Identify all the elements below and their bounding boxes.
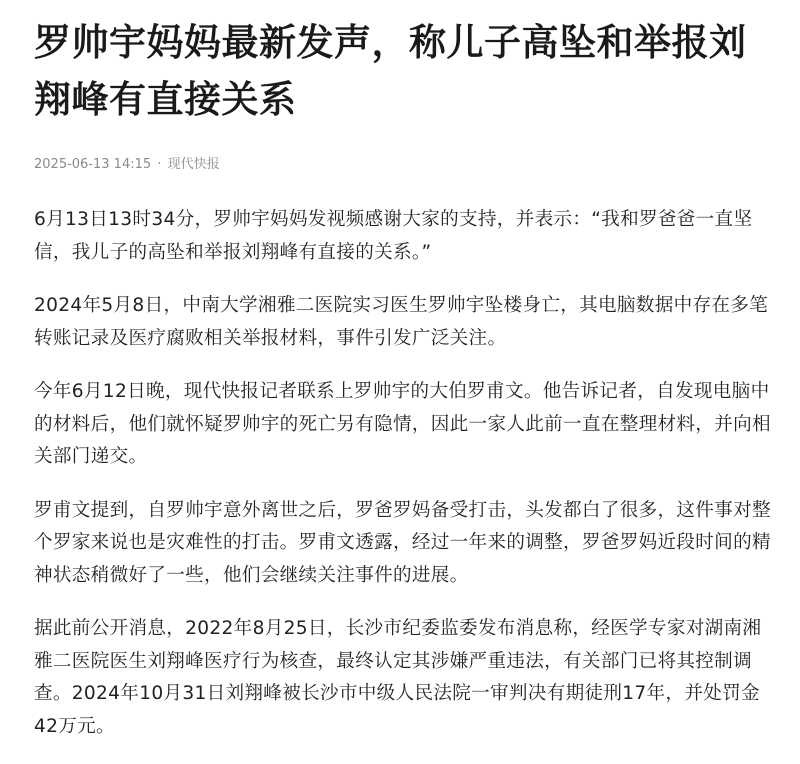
paragraph: 2024年5月8日，中南大学湘雅二医院实习医生罗帅宇坠楼身亡，其电脑数据中存在多笔转账记录及医疗腐败相关举报材料，事件引发广泛关注。: [34, 295, 769, 349]
article-title: 罗帅宇妈妈最新发声，称儿子高坠和举报刘翔峰有直接关系: [34, 21, 747, 121]
paragraph: 6月13日13时34分，罗帅宇妈妈发视频感谢大家的支持，并表示：“我和罗爸爸一直坚信，我儿子的高坠和举报刘翔峰有直接的关系。”: [34, 209, 753, 263]
paragraph: 今年6月12日晚，现代快报记者联系上罗帅宇的大伯罗甫文。他告诉记者，自发现电脑中的材料后，他们就怀疑罗帅宇的死亡另有隐情，因此一家人此前一直在整理材料，并向相关部门递交。: [34, 381, 771, 467]
paragraph: 据此前公开消息，2022年8月25日，长沙市纪委监委发布消息称，经医学专家对湖南湘雅二医院医生刘翔峰医疗行为核查，最终认定其涉嫌严重违法，有关部门已将其控制调查。2024年10月31日刘翔峰被长沙市中级人民法院一审判决有期徒刑17年，并处罚金42万元。: [34, 618, 762, 737]
article: [34, 0, 778, 764]
article-body: [34, 204, 778, 743]
article-meta: [34, 156, 778, 174]
meta-separator: ·: [157, 157, 162, 172]
publish-date: 2025-06-13 14:15: [34, 157, 152, 172]
paragraph: 罗甫文提到，自罗帅宇意外离世之后，罗爸罗妈备受打击，头发都白了很多，这件事对整个罗家来说也是灾难性的打击。罗甫文透露，经过一年来的调整，罗爸罗妈近段时间的精神状态稍微好了一些，他们会继续关注事件的进展。: [34, 499, 771, 586]
source-name[interactable]: 现代快报: [167, 157, 220, 172]
